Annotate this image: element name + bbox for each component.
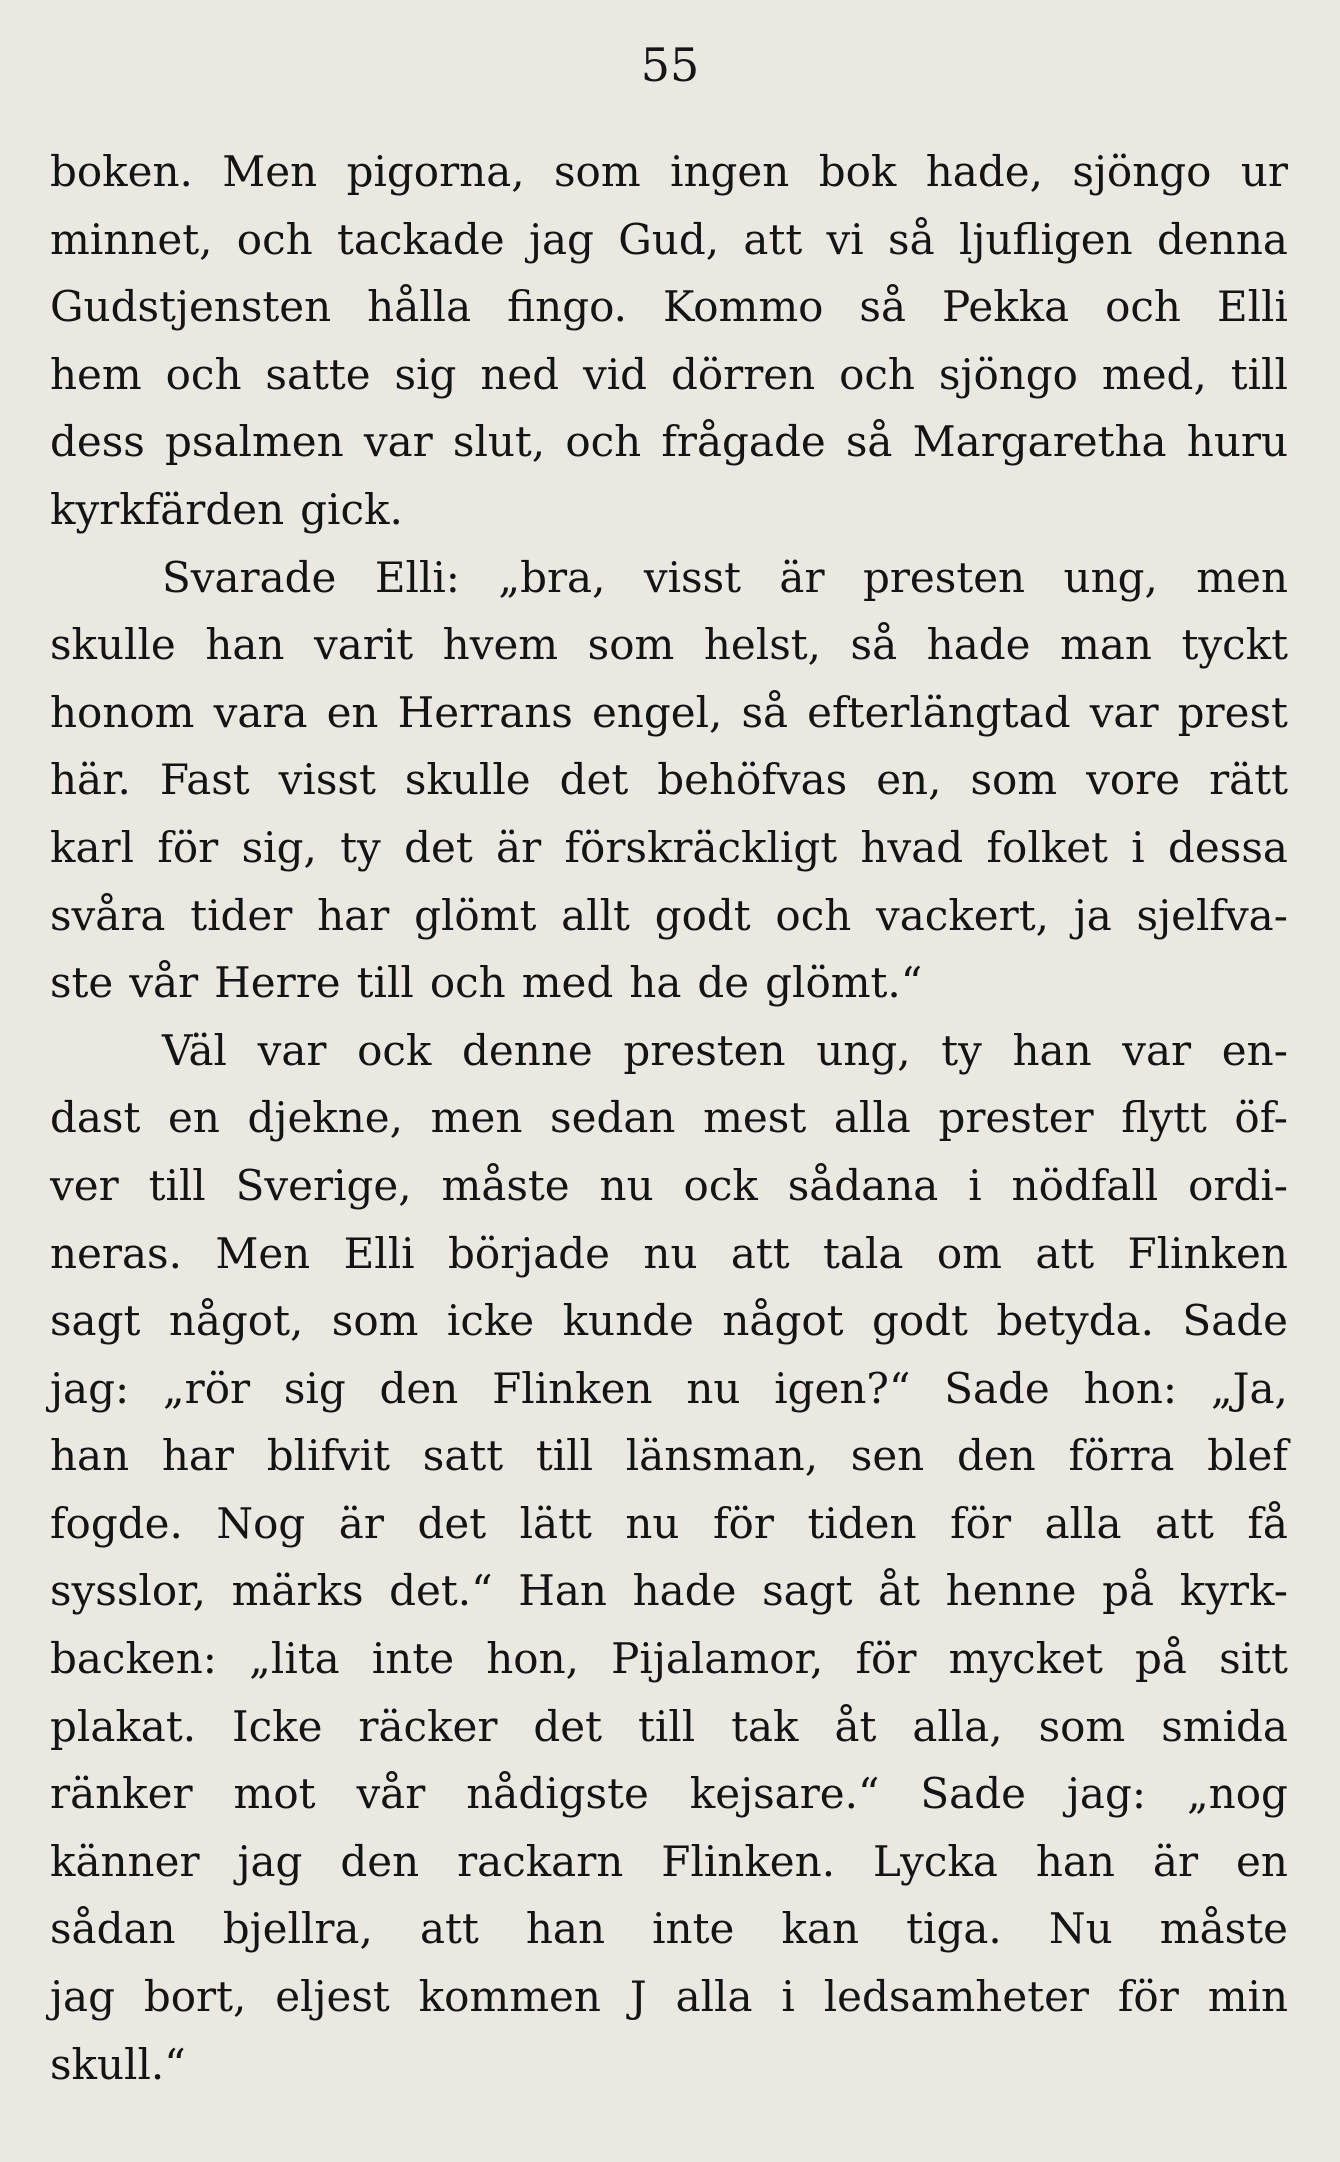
word: hvem [442,620,559,670]
word: sjöngo [1072,147,1212,196]
word: Lycka [873,1836,998,1886]
word: dessa [1168,822,1288,872]
word: ja [1073,890,1112,940]
word: skull.“ [50,2039,186,2089]
word: till [535,1431,594,1481]
word: alla, [912,1701,1003,1751]
word: rackarn [457,1836,624,1886]
word: vara [213,687,308,737]
word: som [587,620,675,670]
page-number: 55 [640,38,700,92]
word: och [1105,282,1181,332]
word: inte [652,1904,735,1954]
word: djekne, [247,1093,404,1143]
word: sig [283,1363,346,1413]
word: minnet, [50,214,213,264]
word: Elli [343,1228,415,1278]
word: glömt.“ [765,958,923,1008]
word: henne [945,1566,1077,1616]
word: „lita [249,1634,340,1684]
word: den [379,1363,459,1413]
word: bok [818,147,897,196]
word: något [722,1296,844,1346]
word: hvad [860,822,964,872]
word: frågade [661,417,826,467]
word: ur [1240,147,1288,196]
word: honom [50,687,195,737]
word: Herrans [397,687,573,737]
word: med, [1101,349,1207,399]
word: en [326,687,379,737]
word: blifvit [266,1431,391,1481]
word: kan [781,1904,860,1954]
word: för [855,1634,917,1684]
word: förra [1068,1431,1175,1481]
word: var [1122,1025,1192,1075]
word: kunde [562,1296,694,1346]
text-line [50,1017,1288,1085]
text-line [50,1152,1288,1220]
word: är [338,1498,384,1548]
word: sådana [787,1160,939,1210]
word: mot [233,1769,316,1819]
word: har [161,1431,235,1481]
word: här. [50,755,131,805]
word: prester [938,1093,1094,1143]
word: ung, [816,1025,911,1075]
text-line [50,273,1288,341]
word: åt [878,1566,921,1616]
word: Kommo [662,282,824,332]
word: svåra [50,890,166,940]
word: dörren [670,349,816,399]
word: skulle [404,755,531,805]
text-line [50,1828,1288,1896]
word: en- [1221,1025,1288,1075]
word: för [157,822,219,872]
text-line [50,408,1288,476]
word: jag [237,1836,303,1886]
word: åt [834,1701,877,1751]
word: bort, [143,1972,247,2022]
word: om [936,1228,1002,1278]
word: är [1152,1836,1199,1886]
word: Han [518,1566,607,1616]
word: min [1207,1972,1288,2022]
word: på [1102,1566,1155,1616]
word: märks [231,1566,364,1616]
word: sen [850,1431,925,1481]
word: „bra, [498,552,606,602]
word: godt [654,890,751,940]
word: han [1035,1836,1115,1886]
word: lätt [519,1498,592,1548]
word: efterlängtad [807,687,1071,737]
word: har [317,890,390,940]
text-line [50,1422,1288,1490]
word: dast [50,1093,141,1143]
word: alla [675,1972,753,2022]
word: att [743,214,803,264]
word: i [781,1972,795,2022]
word: satte [265,349,371,399]
word: nu [686,1363,741,1413]
word: och [775,890,852,940]
word: det.“ [389,1566,493,1616]
word: för [713,1498,774,1548]
word: ledsamheter [823,1972,1090,2022]
word: „rör [162,1363,251,1413]
word: ung, [1063,552,1158,602]
word: det [533,1701,603,1751]
word: men [430,1093,523,1143]
word: men [1196,552,1288,602]
word: engel, [591,687,723,737]
word: kyrk- [1179,1566,1288,1616]
text-line [50,814,1288,882]
word: i [1131,822,1145,872]
text-line [50,1693,1288,1761]
word: ste [50,958,114,1008]
word: Men [215,1228,311,1278]
word: mest [703,1093,807,1143]
text-line [50,882,1288,950]
word: Pijalamor, [611,1634,824,1684]
word: Nu [1048,1904,1113,1954]
text-line [50,1220,1288,1288]
word: presten [862,552,1026,602]
word: det [559,755,629,805]
word: fingo. [507,282,627,332]
word: skulle [50,620,176,670]
word: och [165,349,242,399]
text-line [50,1557,1288,1625]
word: vår [356,1769,426,1819]
word: icke [446,1296,535,1346]
word: tak [731,1701,799,1751]
word: tala [823,1228,904,1278]
word: så [888,214,935,264]
word: sysslor, [50,1566,206,1616]
word: det [417,1498,487,1548]
word: jag: [50,1363,130,1413]
word: är [496,822,542,872]
word: med [521,958,614,1008]
word: behöfvas [657,755,848,805]
word: huru [1186,417,1288,467]
word: att [1035,1228,1095,1278]
word: prest [1177,687,1288,737]
word: Sade [920,1769,1026,1819]
word: sådan [50,1904,176,1954]
text-line [50,2031,1288,2099]
word: plakat. [50,1701,197,1751]
word: nu [625,1498,680,1548]
word: så [859,282,906,332]
word: allt [561,890,630,940]
word: alla [1044,1498,1122,1548]
word: ha [629,958,682,1008]
word: i [968,1160,982,1210]
word: sjöngo [938,349,1078,399]
word: neras. [50,1228,182,1278]
word: vore [1086,755,1181,805]
text-line [50,1355,1288,1423]
word: måste [441,1160,570,1210]
word: hade, [925,147,1043,196]
word: visst [643,552,742,602]
word: var [363,417,433,467]
word: Flinken [1127,1228,1288,1278]
word: inte [371,1634,455,1684]
word: var [257,1025,327,1075]
word: ingen [670,147,790,196]
word: Elli [1216,282,1288,332]
body-text [50,138,1288,2098]
word: sedan [550,1093,676,1143]
word: känner [50,1836,200,1886]
word: sitt [1219,1634,1288,1684]
word: jag: [1066,1769,1146,1819]
word: som [1038,1701,1126,1751]
word: den [956,1431,1036,1481]
word: gick. [300,484,403,534]
word: mycket [948,1634,1103,1684]
text-line [50,138,1288,206]
word: det [404,822,473,872]
word: måste [1159,1904,1288,1954]
word: Flinken [492,1363,653,1413]
word: hon: [1083,1363,1178,1413]
word: Nog [216,1498,306,1548]
word: J [629,1972,647,2022]
word: länsman, [625,1431,819,1481]
text-line [50,544,1288,612]
word: igen?“ [774,1363,911,1413]
word: så [845,417,893,467]
word: fogde. [50,1498,183,1548]
word: något, [168,1296,304,1346]
word: till [148,1160,206,1210]
word: han [1012,1025,1092,1075]
word: ränker [50,1769,193,1819]
word: tyckt [1181,620,1288,670]
word: och [839,349,915,399]
word: en, [876,755,942,805]
word: jag [528,214,594,264]
word: man [1060,620,1152,670]
word: denna [1157,214,1288,264]
text-line [50,1963,1288,2031]
word: pigorna, [346,147,525,196]
word: tiga. [906,1904,1002,1954]
word: glömt [414,890,537,940]
word: nödfall [1011,1160,1159,1210]
word: folket [986,822,1108,872]
word: och [236,214,313,264]
word: kejsare.“ [689,1769,880,1819]
word: blef [1207,1431,1288,1481]
word: till [356,958,414,1008]
word: psalmen [165,417,344,467]
word: och [565,417,642,467]
word: dess [50,417,145,467]
word: Elli: [374,552,460,602]
text-line [50,1287,1288,1355]
word: ty [941,1025,982,1075]
word: Margaretha [912,417,1167,467]
word: och [429,958,506,1008]
word: öf- [1234,1093,1288,1143]
word: Sade [944,1363,1050,1413]
word: Icke [232,1701,323,1751]
word: nu [599,1160,654,1210]
word: som [554,147,641,196]
word: hade [632,1566,737,1616]
word: ordi- [1188,1160,1288,1210]
word: eljest [275,1972,390,2022]
word: flytt [1121,1093,1207,1143]
word: presten [623,1025,786,1075]
word: räcker [358,1701,498,1751]
word: hon, [486,1634,579,1684]
word: en [1235,1836,1288,1886]
word: Väl [162,1025,227,1075]
word: varit [313,620,414,670]
word: slut, [452,417,546,467]
word: rätt [1209,755,1288,805]
word: för [950,1498,1012,1548]
text-line [50,341,1288,409]
word: bjellra, [222,1904,373,1954]
word: så [850,620,898,670]
text-line [50,1084,1288,1152]
word: jag [50,1972,115,2022]
word: Gud, [618,214,720,264]
text-line [50,746,1288,814]
word: sig, [241,822,317,872]
word: ver [50,1160,119,1210]
word: började [447,1228,611,1278]
word: Flinken. [661,1836,836,1886]
word: på [1135,1634,1187,1684]
word: Sade [1182,1296,1288,1346]
word: ljufligen [958,214,1133,264]
word: helst, [703,620,821,670]
word: tider [190,890,293,940]
word: karl [50,822,134,872]
word: Sverige, [235,1160,412,1210]
word: denne [462,1025,593,1075]
word: hem [50,349,142,399]
word: sagt [50,1296,141,1346]
word: Herre [214,958,341,1008]
word: Men [222,147,318,196]
word: „Ja, [1210,1363,1288,1413]
word: smida [1161,1701,1288,1751]
text-line [50,1490,1288,1558]
text-line [50,476,1288,544]
word: alla [833,1093,911,1143]
word: boken. [50,147,193,196]
word: vår [129,958,199,1008]
word: visst [278,755,376,805]
word: Fast [159,755,250,805]
word: en [168,1093,220,1143]
word: betyda. [996,1296,1154,1346]
word: han [525,1904,605,1954]
word: är [779,552,825,602]
word: Svarade [162,552,337,602]
word: Gudstjensten [50,282,332,332]
word: tiden [807,1498,917,1548]
word: hålla [367,282,472,332]
text-line [50,206,1288,274]
word: till [637,1701,696,1751]
word: sig [394,349,457,399]
word: ock [357,1025,432,1075]
word: som [970,755,1058,805]
word: vi [826,214,864,264]
text-line [50,1760,1288,1828]
word: så [741,687,789,737]
word: sagt [762,1566,853,1616]
word: ty [340,822,381,872]
word: tackade [336,214,505,264]
word: han [50,1431,130,1481]
word: att [419,1904,479,1954]
text-line [50,1625,1288,1693]
word: han [205,620,285,670]
text-line [50,611,1288,679]
word: ock [683,1160,758,1210]
word: till [1230,349,1288,399]
word: vid [583,349,648,399]
text-line [50,1895,1288,1963]
word: de [697,958,750,1008]
word: förskräckligt [564,822,838,872]
word: hade [926,620,1031,670]
word: vackert, [876,890,1049,940]
word: ned [480,349,560,399]
text-line [50,949,1288,1017]
word: få [1247,1498,1288,1548]
word: att [1155,1498,1214,1548]
word: sjelfva- [1136,890,1288,940]
word: Pekka [941,282,1070,332]
word: backen: [50,1634,217,1684]
word: kommen [418,1972,601,2022]
word: var [1089,687,1159,737]
word: „nog [1186,1769,1288,1819]
word: kyrkfärden [50,484,285,534]
word: den [340,1836,420,1886]
text-line [50,679,1288,747]
word: nu [643,1228,698,1278]
word: nådigste [466,1769,649,1819]
word: som [331,1296,419,1346]
word: för [1117,1972,1179,2022]
word: att [730,1228,790,1278]
word: godt [871,1296,968,1346]
word: satt [422,1431,504,1481]
